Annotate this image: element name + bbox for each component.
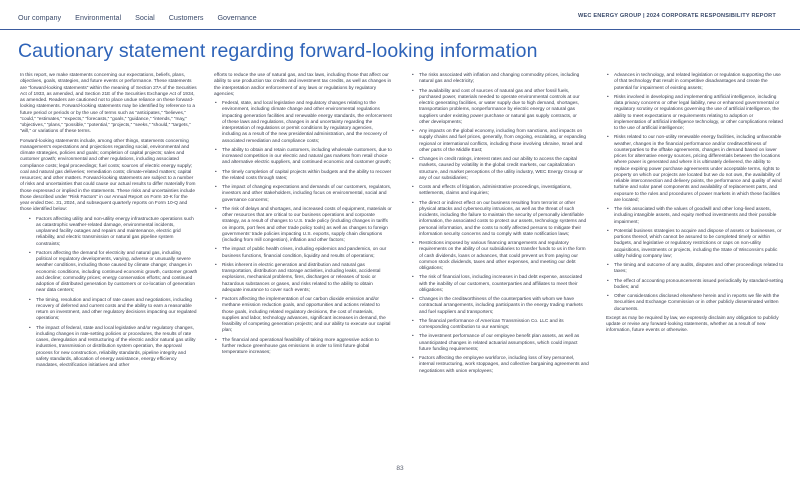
list-item: • Risks related to our non-utility renewable energy facilities, including unfavorable weather, changes in the financial performance and/or creditworthiness of counterparties to the offtake agreements, changes in demand based on lower prices for alternative energy sources, pricing differentials between the locations where power is generated and where it is ultimately delivered, the ability to replace expiring power purchase agreements under acceptable terms, rights to property on which our projects are located but we do not own, the availability of reliable interconnection and delivery points, the performance and quality of wind turbine and solar panel components and availability of replacement parts, and exposure to the rules and procedures of power markets in which these facilities are located; bbox=[606, 135, 784, 204]
page-number: 83 bbox=[396, 465, 404, 472]
list-item: • The investment performance of our employee benefit plan assets, as well as unanticipated changes in related actuarial assumptions, which could impact future funding requirements; bbox=[411, 334, 589, 353]
list-item: • Risks involved in developing and implementing artificial intelligence, including data privacy concerns or other legal liability, new or enhanced governmental or regulatory scrutiny or regulations governing the use of artificial intelligence, the ability to meet expectations or requirements relating to adoption or implementation of artificial intelligence technology, or other complications related to the use of artificial intelligence; bbox=[606, 95, 784, 133]
text-column-1 bbox=[20, 73, 198, 372]
list-item: • Risks inherent in electric generation and distribution and natural gas transportation, distribution and storage activities, including leaks, accidental explosions, mechanical problems, fires, discharges or releases of toxic or hazardous substances or gases, and risks related to the ability to obtain adequate insurance to cover such events; bbox=[214, 263, 392, 294]
nav-menu bbox=[18, 13, 271, 22]
list-item: • Factors affecting utility and non-utility energy infrastructure operations such as catastrophic weather-related damage, environmental incidents, unplanned facility outages and repairs and maintenance, electric grid reliability, and electric transmission or natural gas pipeline system constraints; bbox=[28, 217, 198, 248]
list-item: • Any impacts on the global economy, including from sanctions, and impacts on supply chains and fuel prices, generally, from ongoing, escalating, or expanding regional or international conflicts, including those involving Ukraine, Israel and other parts of the Middle East; bbox=[411, 129, 589, 154]
paragraph: efforts to reduce the use of natural gas, and tax laws, including those that affect our ability to use production tax credits and investment tax credits, as well as changes in the interpretation and/or enforcement of any laws or regulations by regulatory agencies; bbox=[214, 73, 392, 97]
report-label: WEC ENERGY GROUP | 2024 CORPORATE RESPONSIBILITY REPORT bbox=[577, 13, 776, 19]
bullet-list bbox=[20, 217, 198, 370]
list-item: • The impact of changing expectations and demands of our customers, regulators, investors and other stakeholders, including focus on environmental, social and governance concerns; bbox=[214, 185, 392, 204]
list-item: • Factors affecting the implementation of our carbon dioxide emission and/or methane emission reduction goals, and opportunities and actions related to those goals, including related regulatory decisions, the cost of materials, supplies and labor, technology advances, significant increases in demand, the feasibility of competing generation projects; and our ability to execute our capital plan; bbox=[214, 297, 392, 335]
list-item: • The risk of delays and shortages, and increased costs of equipment, materials or other resources that are critical to our business operations and corporate strategy, as a result of changes to U.S. trade policy (including changes in tariffs on imports, port fees and other trade policy tools) as well as changes to foreign governments’ trade policies impacting U.S. exports, supply chain disruptions (including from mill congestion), inflation and other factors; bbox=[214, 207, 392, 245]
paragraph: Forward-looking statements include, among other things, statements concerning management’s expectations and projections regarding social, environmental and climate strategies, policies and goals; completion of capital projects; sales and customer growth; environmental and other regulations, including associated compliance costs; legal proceedings; fuel costs; sources of electric energy supply; coal and natural gas deliveries; remediation costs; climate-related matters; capital resources; and other matters. Forward-looking statements are subject to a number of risks and uncertainties that could cause our actual results to differ materially from those expressed or implied in the statements. These risks and uncertainties include those described under “Risk Factors” in our Annual Report on Form 10-K for the year ended Dec. 31, 2024, and subsequent quarterly reports on Form 10-Q and those identified below: bbox=[20, 138, 196, 213]
text-column-3 bbox=[411, 73, 589, 378]
nav-item-customers[interactable]: Customers bbox=[168, 13, 204, 22]
bullet-list bbox=[214, 101, 392, 356]
list-item: • Restrictions imposed by various financing arrangements and regulatory requirements on the ability of our subsidiaries to transfer funds to us in the form of cash dividends, loans or advances, that could prevent us from paying our common stock dividends, taxes and other expenses, and meeting our debt obligations; bbox=[411, 241, 589, 272]
list-item: • Advances in technology, and related legislation or regulation supporting the use of that technology that result in competitive disadvantages and create the potential for impairment of existing assets; bbox=[606, 73, 784, 92]
list-item: • The ability to obtain and retain customers, including wholesale customers, due to increased competition in our electric and natural gas markets from retail choice and alternative electric suppliers, and continued economic and customer growth; bbox=[214, 148, 392, 167]
list-item: • Factors affecting the employee workforce, including loss of key personnel, internal restructuring, work stoppages, and collective bargaining agreements and negotiations with union employees; bbox=[411, 356, 589, 375]
list-item: • Costs and effects of litigation, administrative proceedings, investigations, settlements, claims and inquiries; bbox=[411, 185, 589, 198]
bullet-list bbox=[606, 73, 784, 313]
list-item: • The risks associated with inflation and changing commodity prices, including natural gas and electricity; bbox=[411, 73, 589, 86]
nav-item-environmental[interactable]: Environmental bbox=[75, 13, 122, 22]
closing-paragraph: Except as may be required by law, we expressly disclaim any obligation to publicly update or revise any forward-looking statements, whether as a result of new information, future events or otherwise. bbox=[606, 315, 779, 334]
nav-item-our-company[interactable]: Our company bbox=[18, 13, 62, 22]
top-navigation bbox=[0, 0, 800, 30]
bullet-list bbox=[411, 73, 589, 375]
list-item: • Federal, state, and local legislative and regulatory changes relating to the environment, including climate change and other environmental regulations impacting generation facilities and renewable energy standards, the enforcement of these laws and regulations, changes in and uncertainty regarding the interpretation of regulations or permit conditions by regulatory agencies, including as a result of the new presidential administration, and the recovery of associated remediation and compliance costs; bbox=[214, 101, 392, 145]
list-item: • The financial and operational feasibility of taking more aggressive action to further reduce greenhouse gas emissions in order to limit future global temperature increases; bbox=[214, 338, 392, 357]
list-item: • The direct or indirect effect on our business resulting from terrorist or other physical attacks and cybersecurity intrusions, as well as the threat of such incidents, including the failure to maintain the security of personally identifiable information, the associated costs to protect our assets, technology systems and personal information, and the costs to notify affected persons to mitigate their information security concerns and to comply with state notification laws; bbox=[411, 201, 589, 239]
nav-item-social[interactable]: Social bbox=[135, 13, 155, 22]
list-item: • Other considerations disclosed elsewhere herein and in reports we file with the Securities and Exchange Commission or in other publicly disseminated written documents. bbox=[606, 294, 784, 313]
paragraph: In this report, we make statements concerning our expectations, beliefs, plans, objectives, goals, strategies, and future events or performance. These statements are “forward-looking statements” within the meaning of Section 27A of the Securities Act of 1933, as amended, and Section 21E of the Securities Exchange Act of 1934, as amended. Readers are cautioned not to place undue reliance on these forward-looking statements. Forward-looking statements may be identified by reference to a future period or periods or by the use of terms such as “anticipates,” “believes,” “could,” “estimates,” “expects,” “forecasts,” “goals,” “guidance,” “intends,” “may,” “objectives,” “plans,” “possible,” “potential,” “projects,” “seeks,” “should,” “targets,” “will,” or variations of these terms. bbox=[20, 73, 197, 135]
list-item: • Changes in credit ratings, interest rates and our ability to access the capital markets, caused by volatility in the global credit markets, our capitalization structure, and market perceptions of the utility industry, WEC Energy Group or any of our subsidiaries; bbox=[411, 157, 589, 182]
list-item: • The timing, resolution and impact of rate cases and negotiations, including recovery of deferred and current costs and the ability to earn a reasonable return on investment, and other regulatory decisions impacting our regulated operations; bbox=[28, 298, 198, 323]
page-title: Cautionary statement regarding forward-looking information bbox=[18, 40, 538, 62]
list-item: • The risk of financial loss, including increases in bad debt expense, associated with the inability of our customers, counterparties and affiliates to meet their obligations; bbox=[411, 275, 589, 294]
list-item: • Changes in the creditworthiness of the counterparties with whom we have contractual arrangements, including participants in the energy trading markets and fuel suppliers and transporters; bbox=[411, 297, 589, 316]
list-item: • The effect of accounting pronouncements issued periodically by standard-setting bodies; and bbox=[606, 279, 784, 292]
list-item: • The availability and cost of sources of natural gas and other fossil fuels, purchased power, materials needed to operate environmental controls at our electric generating facilities, or water supply due to high demand, shortages, transportation problems, nonperformance by electric energy or natural gas suppliers under existing power purchase or natural gas supply contracts, or other developments; bbox=[411, 89, 589, 127]
text-column-2 bbox=[214, 73, 392, 359]
list-item: • The timely completion of capital projects within budgets and the ability to recover the related costs through rates; bbox=[214, 170, 392, 183]
list-item: • The impact of federal, state and local legislative and/or regulatory changes, including changes in rate-setting policies or procedures, the results of rate cases, deregulation and restructuring of the electric and/or natural gas utility industries, transmission or distribution system operation, the approval process for new construction, reliability standards, pipeline integrity and safety standards, allocation of energy assistance, energy efficiency mandates, electrification initiatives and other bbox=[28, 326, 198, 370]
list-item: • Factors affecting the demand for electricity and natural gas, including political or regulatory developments, varying, adverse or unusually severe weather conditions, including those caused by climate change; changes in economic conditions, including continued economic growth, customer growth and decline; commodity prices; energy conservation efforts; and continued adoption of distributed generation by customers or co-location of generation near data centers; bbox=[28, 251, 198, 295]
list-item: • Potential business strategies to acquire and dispose of assets or businesses, or portions thereof, which cannot be assured to be completed timely or within budgets, and legislative or regulatory restrictions or caps on non-utility acquisitions, investments or projects, including the State of Wisconsin’s public utility holding company law; bbox=[606, 229, 784, 260]
text-column-4 bbox=[606, 73, 784, 338]
list-item: • The risk associated with the values of goodwill and other long-lived assets, including intangible assets, and equity method investments and their possible impairment; bbox=[606, 207, 784, 226]
list-item: • The impact of public health crises, including epidemics and pandemics, on our business functions, financial condition, liquidity and results of operations; bbox=[214, 247, 392, 260]
list-item: • The financial performance of American Transmission Co. LLC and its corresponding contribution to our earnings; bbox=[411, 319, 589, 332]
nav-item-governance[interactable]: Governance bbox=[217, 13, 257, 22]
list-item: • The timing and outcome of any audits, disputes and other proceedings related to taxes; bbox=[606, 263, 784, 276]
